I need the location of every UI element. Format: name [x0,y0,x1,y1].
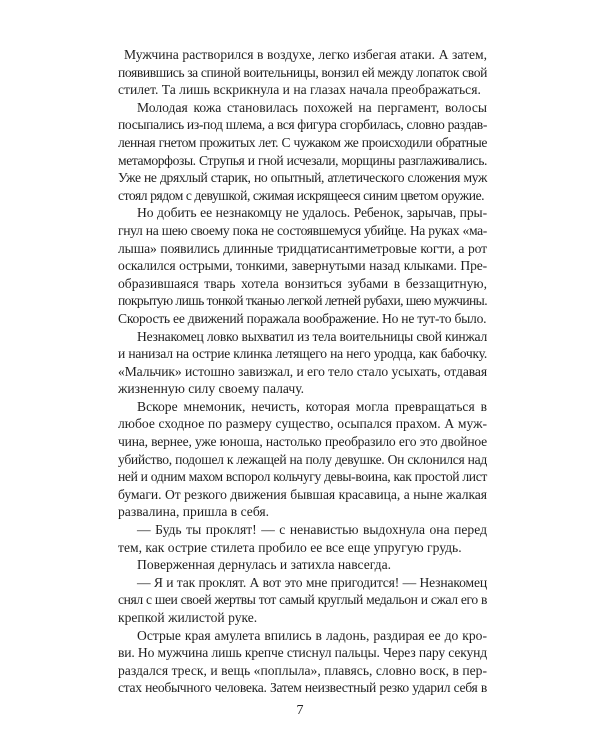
paragraph [118,99,487,205]
body-text [118,46,487,697]
text-line: посыпались из-под шлема, а вся фигура сгорбилась, словно раздав- [118,117,487,133]
text-line: ви. Но мужчина лишь крепче стиснул пальцы. Через пару секунд [118,645,487,661]
paragraph [118,398,487,521]
text-line: Но добить ее незнакомцу не удалось. Ребенок, зарычав, пры- [137,205,487,221]
text-line: снял с шеи своей жертвы тот самый круглый медальон и сжал его в [118,592,487,608]
text-line: и нанизал на острие клинка летящего на него уродца, как бабочку. [118,346,487,362]
text-line: стилет. Та лишь вскрикнула и на глазах начала преображаться. [118,82,481,98]
text-line: Мужчина растворился в воздухе, легко избегая атаки. А затем, [124,47,487,62]
paragraph [118,574,487,627]
paragraph [118,556,487,574]
text-line: ленная гнетом прожитых лет. С чужаком же происходили обратные [118,134,487,150]
text-line: метаморфозы. Струпья и гной исчезали, морщины разглаживались. [118,152,487,168]
text-line: — Будь ты проклят! — с ненавистью выдохнула она перед [137,522,487,538]
text-line: Молодая кожа становилась похожей на пергамент, волосы [137,99,487,115]
text-line: стоял рядом с девушкой, сжимая искрящееся синим цветом оружие. [118,187,485,203]
text-line: — Я и так проклят. А вот это мне пригодится! — Незнакомец [137,574,487,590]
text-line: образившаяся тварь хотела вонзиться зубами в беззащитную, [118,275,487,291]
text-line: покрытую лишь тонкой тканью легкой летней рубахи, шею мужчины. [118,293,487,309]
text-line: появившись за спиной воительницы, вонзил ей между лопаток свой [118,64,487,80]
text-line: стах необычного человека. Затем неизвестный резко ударил себя в [118,680,487,696]
text-line: тем, как острие стилета пробило ее все еще упругую грудь. [118,539,462,555]
text-line: ней и одним махом вспорол кольчугу девы-воина, как простой лист [118,469,487,485]
text-line: убийство, подошел к лежащей на полу девушке. Он склонился над [118,451,487,467]
paragraph [118,627,487,697]
text-line: бумаги. От резкого движения бывшая красавица, а ныне жалкая [118,486,487,502]
text-line: жизненную силу своему палачу. [118,381,305,397]
paragraph [118,328,487,398]
text-line: Уже не дряхлый старик, но опытный, атлетического сложения муж [118,170,487,186]
text-line: гнул на шею своему пока не состоявшемуся убийце. На руках «ма- [118,222,487,238]
text-line: любое сходное по размеру существо, осыпался прахом. А муж- [118,416,487,432]
text-line: Незнакомец ловко выхватил из тела воительницы свой кинжал [137,328,487,344]
text-line: оскалился острыми, тонкими, завернутыми назад клыками. Пре- [118,258,487,274]
page-number: 7 [296,703,304,718]
paragraph [118,46,487,99]
text-line: Скорость ее движений поражала воображение. Но не тут-то было. [118,310,487,326]
text-line: Острые края амулета впились в ладонь, раздирая ее до кро- [137,627,487,643]
text-line: развалина, пришла в себя. [118,504,270,520]
text-line: раздался треск, и вещь «поплыла», плавясь, словно воск, в пер- [118,662,487,678]
text-line: «Мальчик» истошно завизжал, и его тело стало усыхать, отдавая [118,363,487,379]
paragraph [118,521,487,556]
text-line: Поверженная дернулась и затихла навсегда. [137,557,392,573]
text-line: чина, вернее, уже юноша, настолько преобразило его это двойное [118,434,487,450]
text-line: Вскоре мнемоник, нечисть, которая могла превращаться в [137,398,487,414]
text-line: лыша» появились длинные тридцатисантиметровые когти, а рот [118,240,487,256]
text-line: крепкой жилистой руке. [118,610,258,625]
paragraph [118,204,487,327]
